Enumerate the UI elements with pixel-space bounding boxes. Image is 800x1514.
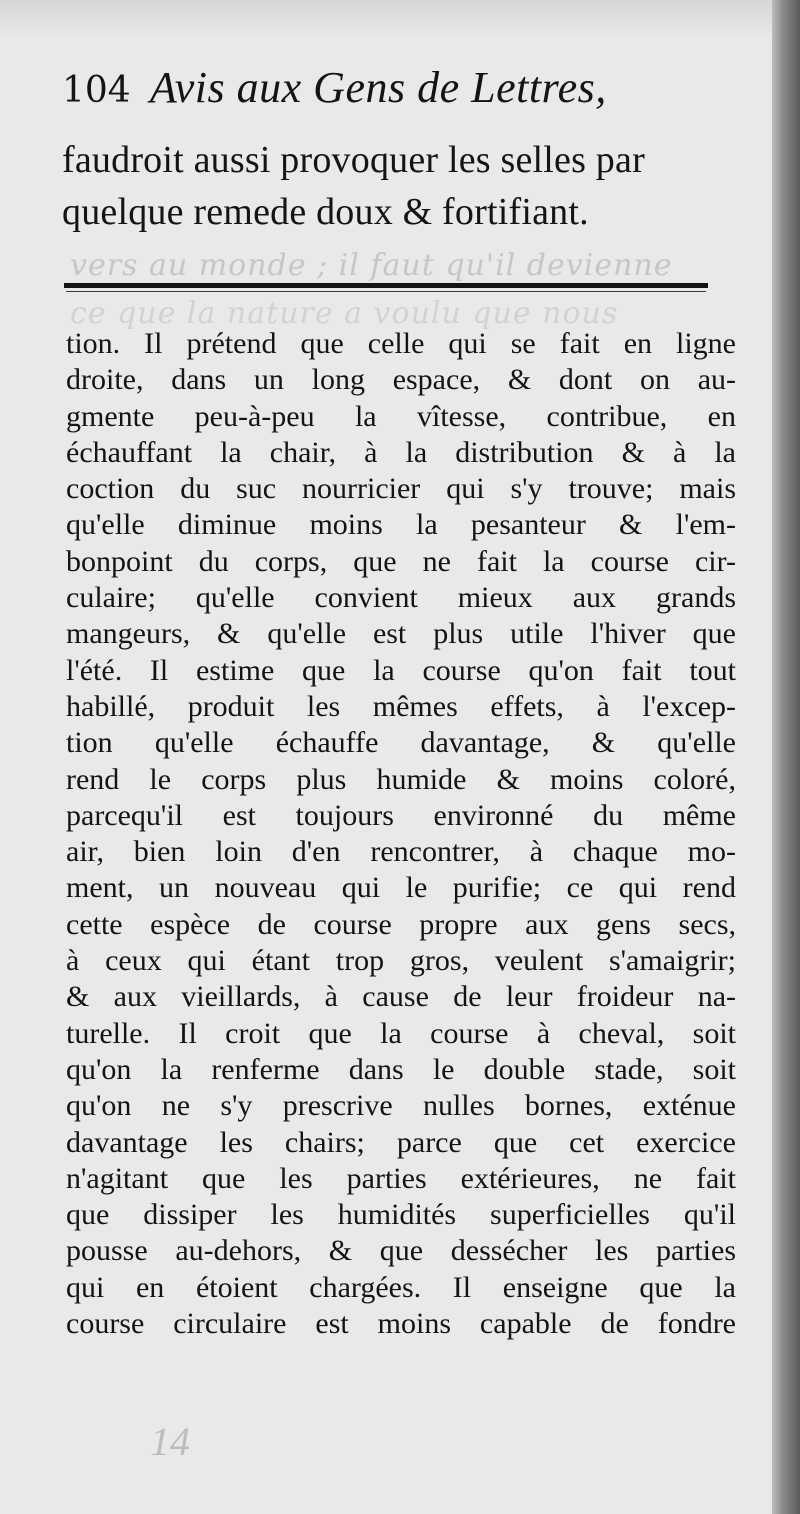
signature-mark: 14 bbox=[150, 1419, 190, 1464]
scan-shadow-right bbox=[772, 0, 800, 1514]
text-line: ment, un nouveau qui le purifie; ce qui rend bbox=[66, 871, 736, 905]
text-line: bonpoint du corps, que ne fait la course cir- bbox=[66, 544, 736, 578]
continuation-line: faudroit aussi provoquer les selles par bbox=[62, 139, 645, 181]
continuation-line: quelque remede doux & fortifiant. bbox=[62, 191, 589, 233]
text-line: rend le corps plus humide & moins coloré, bbox=[66, 762, 736, 796]
text-line: parcequ'il est toujours environné du même bbox=[66, 798, 736, 832]
text-line: tion. Il prétend que celle qui se fait en ligne bbox=[66, 327, 736, 360]
text-line: tion qu'elle échauffe davantage, & qu'elle bbox=[66, 726, 736, 760]
text-line: l'été. Il estime que la course qu'on fait tout bbox=[66, 653, 736, 687]
text-line: qu'on la renferme dans le double stade, soit bbox=[66, 1052, 736, 1086]
text-line: & aux vieillards, à cause de leur froideur na- bbox=[66, 980, 736, 1014]
text-line: air, bien loin d'en rencontrer, à chaque mo- bbox=[66, 835, 736, 869]
running-header bbox=[62, 62, 722, 122]
text-line: qu'elle diminue moins la pesanteur & l'em- bbox=[66, 508, 736, 542]
text-line: davantage les chairs; parce que cet exercice bbox=[66, 1125, 736, 1159]
text-line: qu'on ne s'y prescrive nulles bornes, exténue bbox=[66, 1089, 736, 1123]
scan-shadow-top bbox=[0, 0, 800, 40]
text-line: coction du suc nourricier qui s'y trouve; mais bbox=[66, 472, 736, 506]
text-line: qui en étoient chargées. Il enseigne que la bbox=[66, 1270, 736, 1304]
text-line: droite, dans un long espace, & dont on au- bbox=[66, 363, 736, 397]
text-line: à ceux qui étant trop gros, veulent s'amaigrir; bbox=[66, 944, 736, 978]
bleed-through-line: vers au monde ; il faut qu'il devienne bbox=[70, 248, 673, 283]
text-line: gmente peu-à-peu la vîtesse, contribue, en bbox=[66, 399, 736, 433]
bleed-through-line: ce que la nature a voulu que nous bbox=[70, 296, 619, 331]
body-text bbox=[66, 326, 736, 1342]
text-line: turelle. Il croit que la course à cheval, soit bbox=[66, 1016, 736, 1050]
text-line: course circulaire est moins capable de fondre bbox=[66, 1307, 736, 1341]
text-line: culaire; qu'elle convient mieux aux grands bbox=[66, 581, 736, 615]
text-line: échauffant la chair, à la distribution & à la bbox=[66, 435, 736, 469]
text-line: cette espèce de course propre aux gens secs, bbox=[66, 907, 736, 941]
text-line: pousse au-dehors, & que dessécher les parties bbox=[66, 1234, 736, 1268]
section-rule bbox=[64, 283, 708, 288]
running-title: Avis aux Gens de Lettres, bbox=[149, 63, 607, 112]
text-line: habillé, produit les mêmes effets, à l'excep- bbox=[66, 689, 736, 723]
text-line: mangeurs, & qu'elle est plus utile l'hiver que bbox=[66, 617, 736, 651]
page-number: 104 bbox=[62, 70, 131, 111]
text-line: que dissiper les humidités superficielles qu'il bbox=[66, 1198, 736, 1232]
section-rule-thin bbox=[66, 291, 706, 292]
text-line: n'agitant que les parties extérieures, ne fait bbox=[66, 1161, 736, 1195]
